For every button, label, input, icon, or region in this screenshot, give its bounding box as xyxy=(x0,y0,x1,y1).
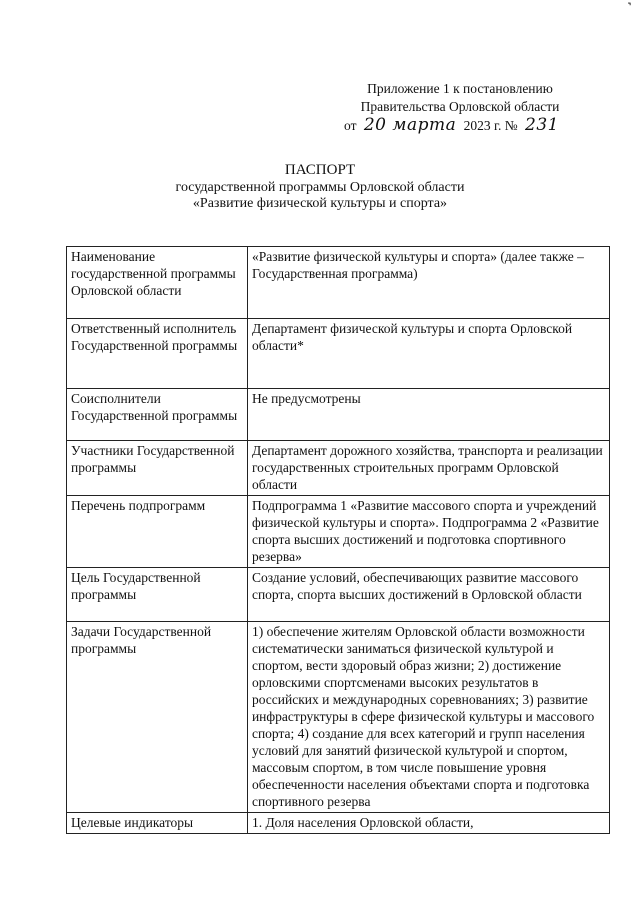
document-title: ПАСПОРТ xyxy=(284,162,356,178)
row-value: Департамент дорожного хозяйства, транспорта и реализации государственных строительных программ Орловской области xyxy=(247,441,609,496)
appendix-line-1: Приложение 1 к постановлению xyxy=(367,81,553,96)
table-row xyxy=(67,813,610,834)
passport-table xyxy=(66,246,610,834)
handwritten-date: 20 марта xyxy=(363,115,457,135)
row-label: Соисполнители Государственной программы xyxy=(67,389,248,441)
appendix-date-prefix: от xyxy=(344,118,357,133)
document-subtitle-2: «Развитие физической культуры и спорта» xyxy=(192,196,448,211)
handwritten-number: 231 xyxy=(525,115,559,135)
appendix-line-2: Правительства Орловской области xyxy=(360,99,560,114)
row-value: 1. Доля населения Орловской области, xyxy=(247,813,609,834)
row-value: Департамент физической культуры и спорта Орловской области* xyxy=(247,319,609,389)
appendix-year: 2023 г. № xyxy=(463,118,518,133)
document-subtitle-1: государственной программы Орловской области xyxy=(175,180,465,195)
row-label: Участники Государственной программы xyxy=(67,441,248,496)
row-value: Создание условий, обеспечивающих развитие массового спорта, спорта высших достижений в Орловской области xyxy=(247,568,609,622)
table-row xyxy=(67,441,610,496)
row-value: Подпрограмма 1 «Развитие массового спорта и учреждений физической культуры и спорта». Подпрограмма 2 «Развитие спорта высших достижений и подготовка спортивного резерва» xyxy=(247,496,609,568)
corner-mark: ˺ xyxy=(626,0,632,17)
row-value: Не предусмотрены xyxy=(247,389,609,441)
document-heading xyxy=(0,162,640,212)
row-value: «Развитие физической культуры и спорта» (далее также – Государственная программа) xyxy=(247,247,609,319)
row-value: 1) обеспечение жителям Орловской области возможности систематически заниматься физической культурой и спортом, вести здоровый образ жизни; 2) достижение орловскими спортсменами высоких результатов в российских и международных соревнованиях; 3) развитие инфраструктуры в сфере физической культуры и массового спорта; 4) создание для всех категорий и групп населения условий для занятий физической культурой и спортом, массовым спортом, в том числе повышение уровня обеспеченности населения объектами спорта и подготовка спортивного резерва xyxy=(247,622,609,813)
row-label: Задачи Государственной программы xyxy=(67,622,248,813)
table-row xyxy=(67,568,610,622)
table-row xyxy=(67,389,610,441)
row-label: Перечень подпрограмм xyxy=(67,496,248,568)
table-row xyxy=(67,319,610,389)
row-label: Цель Государственной программы xyxy=(67,568,248,622)
appendix-block xyxy=(330,80,590,135)
row-label: Наименование государственной программы Орловской области xyxy=(67,247,248,319)
row-label: Ответственный исполнитель Государственной программы xyxy=(67,319,248,389)
row-label: Целевые индикаторы xyxy=(67,813,248,834)
table-row xyxy=(67,247,610,319)
table-row xyxy=(67,496,610,568)
appendix-line-3 xyxy=(330,116,590,135)
table-row xyxy=(67,622,610,813)
